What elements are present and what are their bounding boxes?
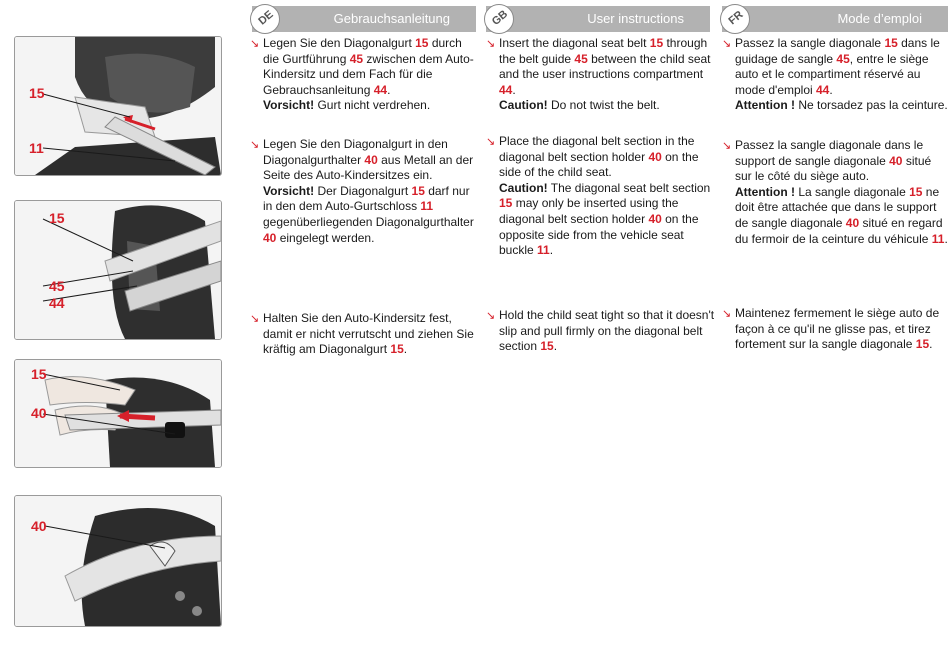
illustration-panel-1	[14, 36, 222, 176]
illustration-panel-4	[14, 495, 222, 627]
illustration-panel-3	[14, 359, 222, 468]
callout-11: 11	[29, 140, 44, 156]
column-title-fr: Mode d’emploi	[837, 11, 922, 26]
step-arrow-icon: ↘	[250, 38, 260, 50]
column-title-gb: User instructions	[587, 11, 684, 26]
step-arrow-icon: ↘	[722, 38, 732, 50]
callout-40: 40	[31, 405, 47, 421]
header-gb	[486, 6, 710, 32]
instruction-step-de-3: ↘ Halten Sie den Auto-Kindersitz fest, damit er nicht verrutscht und ziehen Sie kräftig am Diagonalgurt 15.	[250, 311, 474, 357]
header-de	[252, 6, 476, 32]
language-code-fr: FR	[726, 8, 746, 28]
callout-45: 45	[49, 278, 65, 294]
callout-40: 40	[31, 518, 47, 534]
instruction-step-de-2: ↘ Legen Sie den Diagonalgurt in den Diagonalgurthalter 40 aus Metall an der Seite des Auto-Kindersitzes ein. Vorsicht! Der Diagonalgurt 15 darf nur in den dem Auto-Gurtschloss 11 gegenüberliegenden Diagonalgurthalter 40 eingelegt werden.	[250, 137, 474, 245]
callout-15: 15	[29, 85, 45, 101]
instruction-step-gb-1: ↘ Insert the diagonal seat belt 15 through the belt guide 45 between the child seat and the user instructions compartment 44. Caution! Do not twist the belt.	[486, 36, 711, 113]
step-arrow-icon: ↘	[486, 38, 496, 50]
step-arrow-icon: ↘	[486, 310, 496, 322]
instruction-step-de-1: ↘ Legen Sie den Diagonalgurt 15 durch die Gurtführung 45 zwischen dem Auto-Kindersitz und dem Fach für die Gebrauchsanleitung 44. Vorsicht! Gurt nicht verdrehen.	[250, 36, 474, 113]
instruction-step-fr-2: ↘ Passez la sangle diagonale dans le support de sangle diagonale 40 situé sur le côté du siège auto. Attention ! La sangle diagonale 15 ne doit être attachée que dans le support de sangle diagonale 40 situé en regard du fermoir de la ceinture du véhicule 11.	[722, 138, 948, 246]
callout-44: 44	[49, 295, 65, 311]
instruction-step-fr-1: ↘ Passez la sangle diagonale 15 dans le guidage de sangle 45, entre le siège auto et le compartiment réservé au mode d'emploi 44. Attention ! Ne torsadez pas la ceinture.	[722, 36, 948, 113]
instruction-step-gb-2: ↘ Place the diagonal belt section in the diagonal belt section holder 40 on the side of the child seat. Caution! The diagonal seat belt section 15 may only be inserted using the diagonal belt section holder 40 on the opposite side from the vehicle seat buckle 11.	[486, 134, 711, 258]
belt-holder-closeup-illustration	[15, 496, 221, 626]
language-code-de: DE	[256, 8, 276, 28]
belt-holder-illustration	[15, 201, 221, 339]
column-title-de: Gebrauchsanleitung	[333, 11, 450, 26]
step-arrow-icon: ↘	[722, 140, 732, 152]
step-arrow-icon: ↘	[250, 139, 260, 151]
callout-15: 15	[49, 210, 65, 226]
step-arrow-icon: ↘	[486, 136, 496, 148]
illustration-panel-2	[14, 200, 222, 340]
instruction-step-gb-3: ↘ Hold the child seat tight so that it doesn't slip and pull firmly on the diagonal belt section 15.	[486, 308, 715, 354]
language-code-gb: GB	[489, 8, 511, 28]
seat-belt-guide-illustration	[15, 37, 221, 175]
callout-15: 15	[31, 366, 47, 382]
step-arrow-icon: ↘	[722, 308, 732, 320]
step-arrow-icon: ↘	[250, 313, 260, 325]
instruction-step-fr-3: ↘ Maintenez fermement le siège auto de façon à ce qu'il ne glisse pas, et tirez fortement sur la sangle diagonale 15.	[722, 306, 940, 352]
header-fr	[722, 6, 948, 32]
